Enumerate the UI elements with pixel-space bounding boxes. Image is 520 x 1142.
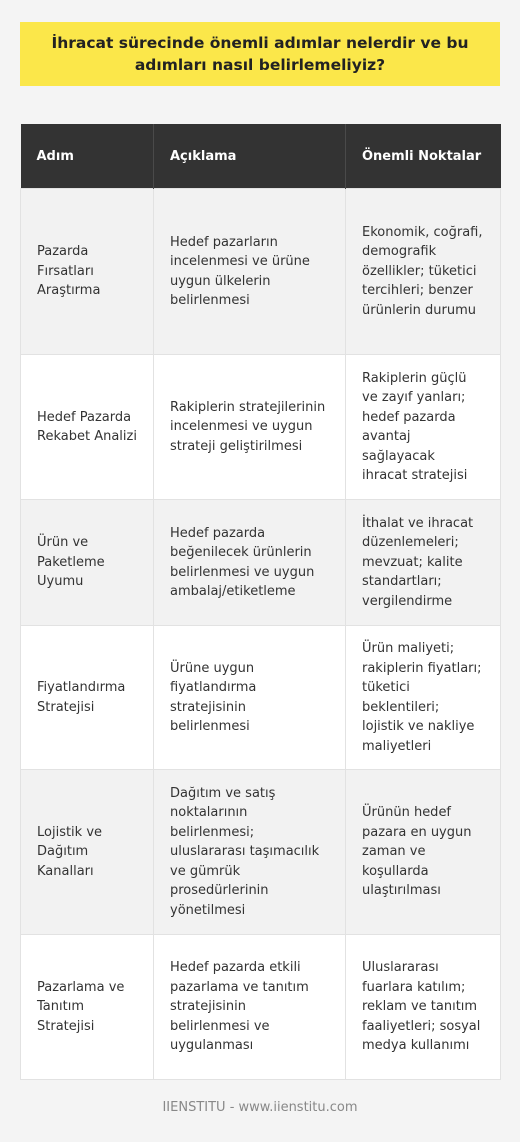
- key-points-cell: İthalat ve ihracat düzenlemeleri; mevzuat; kalite standartları; vergilendirme: [346, 500, 501, 626]
- description-cell: Hedef pazarda etkili pazarlama ve tanıtım stratejisinin belirlenmesi ve uygulanması: [154, 935, 346, 1080]
- step-cell: Lojistik ve Dağıtım Kanalları: [21, 770, 154, 935]
- table-header: [21, 124, 501, 189]
- step-cell: Pazarlama ve Tanıtım Stratejisi: [21, 935, 154, 1080]
- export-steps-table: [20, 124, 501, 1080]
- table-row: [21, 500, 501, 626]
- step-cell: Hedef Pazarda Rekabet Analizi: [21, 355, 154, 500]
- description-cell: Ürüne uygun fiyatlandırma stratejisinin belirlenmesi: [154, 626, 346, 770]
- key-points-cell: Uluslararası fuarlara katılım; reklam ve tanıtım faaliyetleri; sosyal medya kullanımı: [346, 935, 501, 1080]
- title-banner: [20, 22, 500, 86]
- header-description: Açıklama: [154, 124, 346, 189]
- header-step: Adım: [21, 124, 154, 189]
- table-body: [21, 189, 501, 1080]
- table-row: [21, 770, 501, 935]
- step-cell: Pazarda Fırsatları Araştırma: [21, 189, 154, 355]
- header-key-points: Önemli Noktalar: [346, 124, 501, 189]
- footer-credit: IIENSTITU - www.iienstitu.com: [162, 1100, 358, 1115]
- step-cell: Ürün ve Paketleme Uyumu: [21, 500, 154, 626]
- key-points-cell: Ürün maliyeti; rakiplerin fiyatları; tüketici beklentileri; lojistik ve nakliye maliyetleri: [346, 626, 501, 770]
- table-row: [21, 935, 501, 1080]
- table-row: [21, 355, 501, 500]
- key-points-cell: Rakiplerin güçlü ve zayıf yanları; hedef pazarda avantaj sağlayacak ihracat stratejisi: [346, 355, 501, 500]
- description-cell: Hedef pazarda beğenilecek ürünlerin belirlenmesi ve uygun ambalaj/etiketleme: [154, 500, 346, 626]
- key-points-cell: Ekonomik, coğrafi, demografik özellikler; tüketici tercihleri; benzer ürünlerin durumu: [346, 189, 501, 355]
- page-title: İhracat sürecinde önemli adımlar nelerdir ve bu adımları nasıl belirlemeliyiz?: [51, 34, 469, 74]
- table-row: [21, 189, 501, 355]
- table-row: [21, 626, 501, 770]
- key-points-cell: Ürünün hedef pazara en uygun zaman ve koşullarda ulaştırılması: [346, 770, 501, 935]
- description-cell: Rakiplerin stratejilerinin incelenmesi ve uygun strateji geliştirilmesi: [154, 355, 346, 500]
- description-cell: Hedef pazarların incelenmesi ve ürüne uygun ülkelerin belirlenmesi: [154, 189, 346, 355]
- header-row: [21, 124, 501, 189]
- step-cell: Fiyatlandırma Stratejisi: [21, 626, 154, 770]
- description-cell: Dağıtım ve satış noktalarının belirlenmesi; uluslararası taşımacılık ve gümrük prosedürlerinin yönetilmesi: [154, 770, 346, 935]
